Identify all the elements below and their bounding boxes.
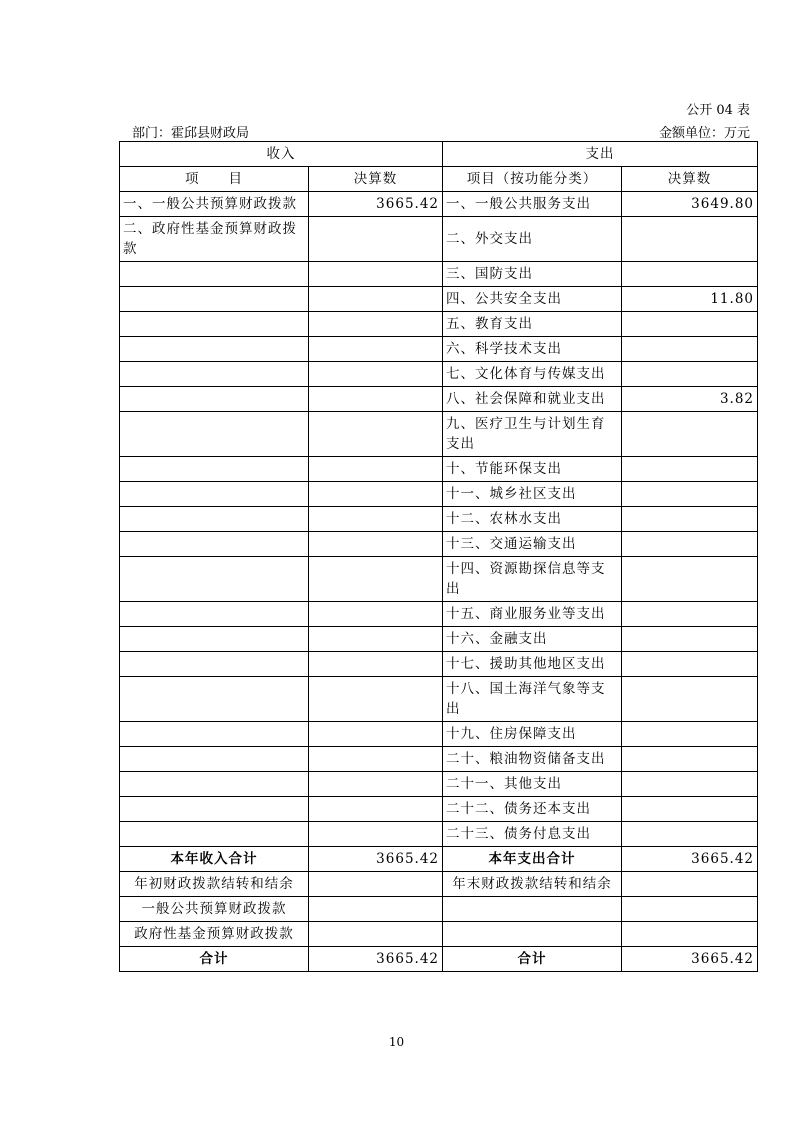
income-amount-cell [309, 262, 443, 287]
expense-amount-cell [622, 797, 758, 822]
table-row [120, 677, 758, 722]
table-row [120, 312, 758, 337]
table-row [120, 822, 758, 847]
income-amount-cell [309, 627, 443, 652]
year-expense-total-label: 本年支出合计 [443, 847, 622, 872]
expense-amount-cell [622, 677, 758, 722]
income-amount-cell [309, 772, 443, 797]
expense-item-cell: 七、文化体育与传媒支出 [443, 362, 622, 387]
income-item-cell [120, 652, 309, 677]
year-income-total-label: 本年收入合计 [120, 847, 309, 872]
year-expense-total: 3665.42 [622, 847, 758, 872]
expense-amount-cell [622, 217, 758, 262]
carry-general-amount [309, 897, 443, 922]
expense-amount-cell [622, 652, 758, 677]
expense-item-cell: 九、医疗卫生与计划生育支出 [443, 412, 622, 457]
income-amount-cell [309, 822, 443, 847]
grand-total-row [120, 947, 758, 972]
expense-amount-cell: 3.82 [622, 387, 758, 412]
expense-item-cell: 二、外交支出 [443, 217, 622, 262]
income-item-cell [120, 507, 309, 532]
expense-amount-cell [622, 312, 758, 337]
carry-out-label: 年末财政拨款结转和结余 [443, 872, 622, 897]
carry-general-label: 一般公共预算财政拨款 [120, 897, 309, 922]
income-item-cell [120, 482, 309, 507]
carry-fund-empty [443, 922, 622, 947]
expense-item-cell: 十三、交通运输支出 [443, 532, 622, 557]
expense-item-cell: 十四、资源勘探信息等支出 [443, 557, 622, 602]
table-row [120, 262, 758, 287]
expense-amount-cell [622, 747, 758, 772]
table-row [120, 217, 758, 262]
income-item-cell [120, 362, 309, 387]
table-row [120, 192, 758, 217]
table-row [120, 602, 758, 627]
table-row [120, 412, 758, 457]
expense-item-cell: 十八、国土海洋气象等支出 [443, 677, 622, 722]
carry-in-label: 年初财政拨款结转和结余 [120, 872, 309, 897]
expense-amount-cell [622, 482, 758, 507]
expense-amount-cell [622, 772, 758, 797]
carry-general-row [120, 897, 758, 922]
carry-row [120, 872, 758, 897]
expense-amount-cell [622, 262, 758, 287]
carry-fund-label: 政府性基金预算财政拨款 [120, 922, 309, 947]
income-amount-cell [309, 602, 443, 627]
table-row [120, 772, 758, 797]
income-item-cell [120, 412, 309, 457]
year-income-total: 3665.42 [309, 847, 443, 872]
table-row [120, 482, 758, 507]
income-item-cell: 一、一般公共预算财政拨款 [120, 192, 309, 217]
financial-appropriation-table [119, 141, 758, 972]
carry-fund-amount [309, 922, 443, 947]
income-amount-cell [309, 797, 443, 822]
table-row [120, 652, 758, 677]
col-header-amount: 决算数 [309, 167, 443, 192]
income-amount-cell [309, 412, 443, 457]
expense-item-cell: 十七、援助其他地区支出 [443, 652, 622, 677]
expense-item-cell: 二十、粮油物资储备支出 [443, 747, 622, 772]
expense-item-cell: 五、教育支出 [443, 312, 622, 337]
form-code: 公开 04 表 [686, 103, 750, 118]
expense-item-cell: 三、国防支出 [443, 262, 622, 287]
grand-expense-total: 3665.42 [622, 947, 758, 972]
carry-fund-empty-2 [622, 922, 758, 947]
income-amount-cell [309, 482, 443, 507]
income-amount-cell [309, 362, 443, 387]
expense-amount-cell [622, 602, 758, 627]
expense-item-cell: 一、一般公共服务支出 [443, 192, 622, 217]
expense-item-cell: 四、公共安全支出 [443, 287, 622, 312]
income-item-cell [120, 747, 309, 772]
income-amount-cell: 3665.42 [309, 192, 443, 217]
column-header-row [120, 167, 758, 192]
table-footer [120, 847, 758, 972]
carry-general-empty-2 [622, 897, 758, 922]
income-amount-cell [309, 507, 443, 532]
table-row [120, 362, 758, 387]
expense-amount-cell [622, 337, 758, 362]
income-amount-cell [309, 337, 443, 362]
income-amount-cell [309, 287, 443, 312]
table-row [120, 287, 758, 312]
income-item-cell [120, 557, 309, 602]
carry-fund-row [120, 922, 758, 947]
income-item-cell [120, 337, 309, 362]
expense-amount-cell [622, 412, 758, 457]
grand-income-label: 合计 [120, 947, 309, 972]
table-row [120, 457, 758, 482]
income-amount-cell [309, 457, 443, 482]
income-amount-cell [309, 387, 443, 412]
income-item-cell: 二、政府性基金预算财政拨款 [120, 217, 309, 262]
carry-out-amount [622, 872, 758, 897]
table-row [120, 747, 758, 772]
expense-item-cell: 十、节能环保支出 [443, 457, 622, 482]
table-row [120, 557, 758, 602]
expense-item-cell: 十五、商业服务业等支出 [443, 602, 622, 627]
income-amount-cell [309, 532, 443, 557]
expense-amount-cell: 11.80 [622, 287, 758, 312]
income-item-cell [120, 532, 309, 557]
income-item-cell [120, 627, 309, 652]
income-item-cell [120, 722, 309, 747]
income-item-cell [120, 287, 309, 312]
table-row [120, 797, 758, 822]
group-header-row [120, 142, 758, 167]
expense-item-cell: 十九、住房保障支出 [443, 722, 622, 747]
income-item-cell [120, 312, 309, 337]
carry-general-empty [443, 897, 622, 922]
expense-amount-cell: 3649.80 [622, 192, 758, 217]
page-number: 10 [388, 1035, 405, 1049]
income-item-cell [120, 387, 309, 412]
table-body [120, 142, 758, 847]
col-header-func-item: 项目（按功能分类） [443, 167, 622, 192]
expense-item-cell: 十六、金融支出 [443, 627, 622, 652]
expense-item-cell: 十二、农林水支出 [443, 507, 622, 532]
unit-label: 金额单位：万元 [658, 126, 750, 141]
table-row [120, 627, 758, 652]
income-group-header: 收入 [120, 142, 443, 167]
expense-amount-cell [622, 507, 758, 532]
table-row [120, 337, 758, 362]
expense-item-cell: 八、社会保障和就业支出 [443, 387, 622, 412]
expense-item-cell: 二十一、其他支出 [443, 772, 622, 797]
expense-amount-cell [622, 532, 758, 557]
year-total-row [120, 847, 758, 872]
income-amount-cell [309, 557, 443, 602]
income-amount-cell [309, 747, 443, 772]
expense-amount-cell [622, 627, 758, 652]
expense-amount-cell [622, 557, 758, 602]
income-item-cell [120, 797, 309, 822]
income-amount-cell [309, 722, 443, 747]
income-amount-cell [309, 217, 443, 262]
expense-item-cell: 六、科学技术支出 [443, 337, 622, 362]
table-row [120, 722, 758, 747]
grand-income-total: 3665.42 [309, 947, 443, 972]
expense-amount-cell [622, 722, 758, 747]
income-amount-cell [309, 652, 443, 677]
income-item-cell [120, 677, 309, 722]
col-header-item: 项 目 [120, 167, 309, 192]
expense-amount-cell [622, 822, 758, 847]
expense-item-cell: 二十二、债务还本支出 [443, 797, 622, 822]
expense-item-cell: 二十三、债务付息支出 [443, 822, 622, 847]
expense-group-header: 支出 [443, 142, 758, 167]
expense-amount-cell [622, 457, 758, 482]
col-header-amount-2: 决算数 [622, 167, 758, 192]
income-item-cell [120, 262, 309, 287]
income-item-cell [120, 772, 309, 797]
expense-amount-cell [622, 362, 758, 387]
table-row [120, 507, 758, 532]
department-label: 部门：霍邱县财政局 [132, 126, 250, 141]
expense-item-cell: 十一、城乡社区支出 [443, 482, 622, 507]
income-amount-cell [309, 677, 443, 722]
grand-expense-label: 合计 [443, 947, 622, 972]
table-row [120, 387, 758, 412]
income-amount-cell [309, 312, 443, 337]
table-row [120, 532, 758, 557]
income-item-cell [120, 822, 309, 847]
income-item-cell [120, 457, 309, 482]
income-item-cell [120, 602, 309, 627]
carry-in-amount [309, 872, 443, 897]
